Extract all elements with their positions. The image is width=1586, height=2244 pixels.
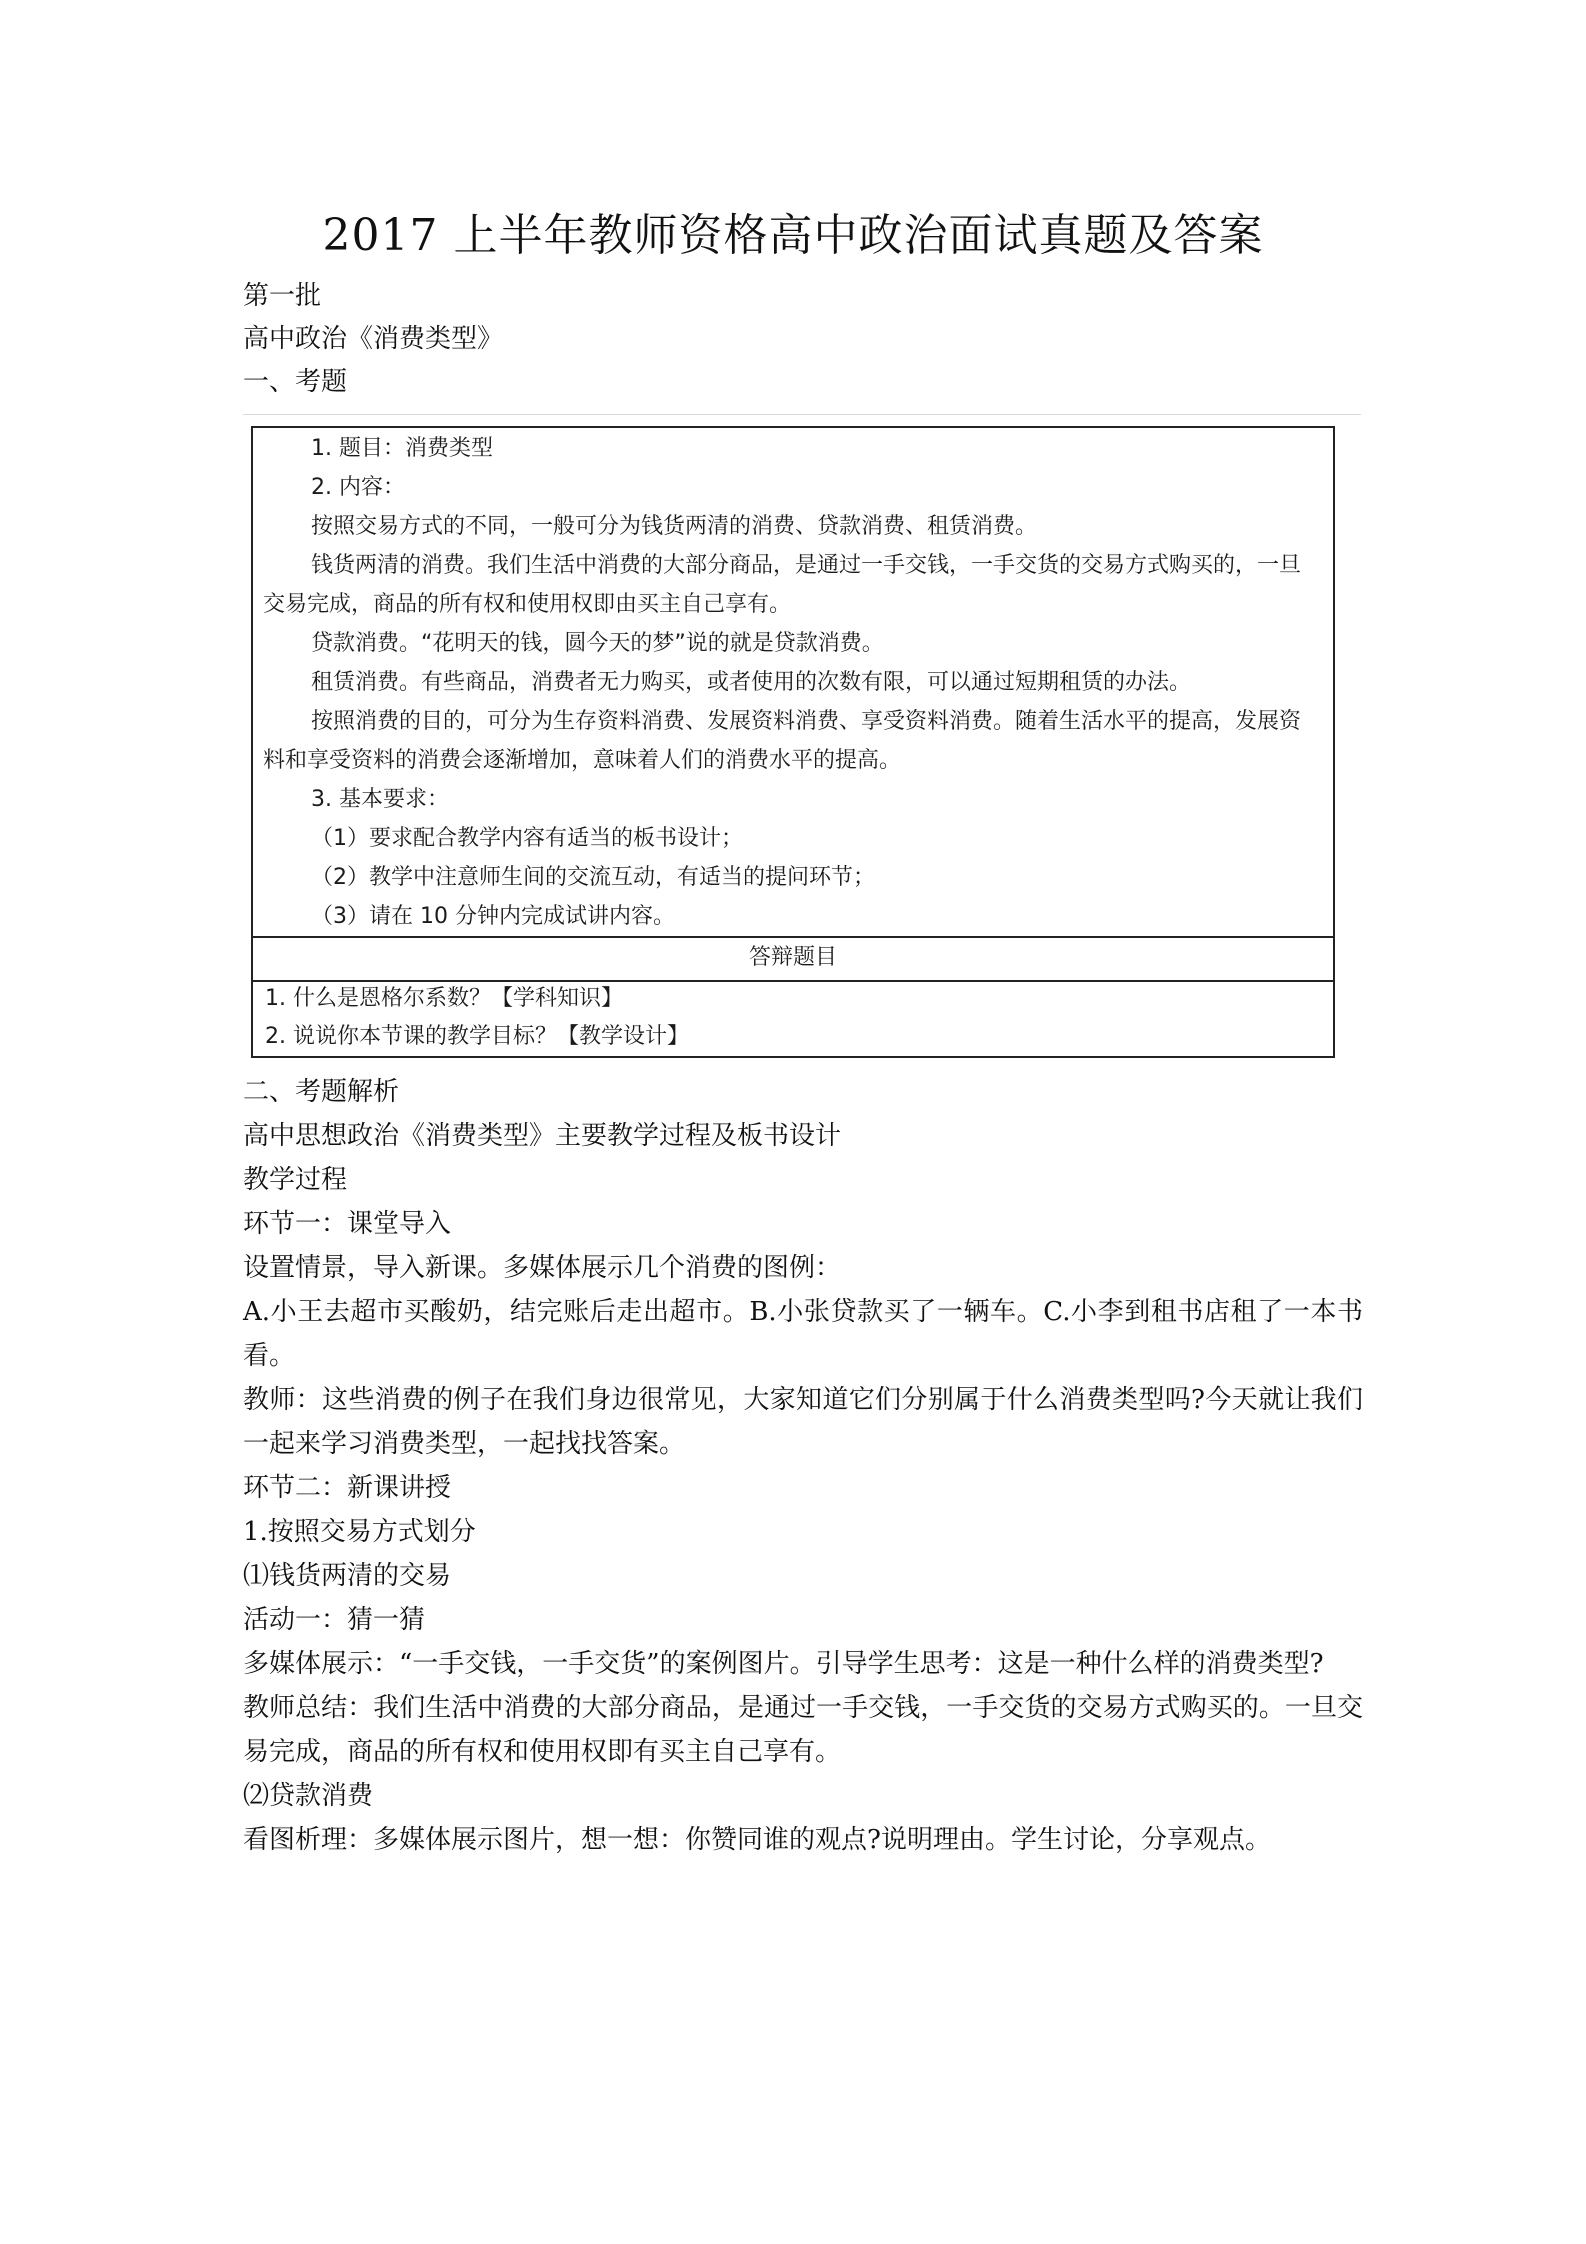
exam-line: （1）要求配合教学内容有适当的板书设计； [311,826,743,851]
exam-question-box [251,426,1335,1058]
subject-label: 高中政治《消费类型》 [243,324,504,354]
section-heading-analysis: 二、考题解析 [243,1077,400,1107]
document-title: 2017 上半年教师资格高中政治面试真题及答案 [322,210,1264,261]
exam-question-content [253,428,1333,936]
divider [243,414,1361,415]
paragraph: 多媒体展示：“一手交钱，一手交货”的案例图片。引导学生思考：这是一种什么样的消费类型? [243,1649,1324,1679]
activity-heading: 活动一：猜一猜 [243,1605,426,1635]
exam-line: 按照消费的目的，可分为生存资料消费、发展资料消费、享受资料消费。随着生活水平的提高，发展资 [311,709,1302,734]
exam-line: （2）教学中注意师生间的交流互动，有适当的提问环节； [311,865,875,890]
answer-question: 1. 什么是恩格尔系数？【学科知识】 [265,986,623,1011]
paragraph: 设置情景，导入新课。多媒体展示几个消费的图例： [243,1253,842,1283]
exam-line: 交易完成，商品的所有权和使用权即由买主自己享有。 [263,592,792,617]
paragraph: 教师总结：我们生活中消费的大部分商品，是通过一手交钱，一手交货的交易方式购买的。一旦交易完成，商品的所有权和使用权即有买主自己享有。 [243,1693,1363,1767]
batch-label: 第一批 [243,281,322,311]
exam-line: 按照交易方式的不同，一般可分为钱货两清的消费、贷款消费、租赁消费。 [311,514,1038,539]
analysis-subtitle: 高中思想政治《消费类型》主要教学过程及板书设计 [243,1121,842,1151]
exam-line: 3. 基本要求： [311,787,449,812]
subsection-heading: 1.按照交易方式划分 [243,1517,476,1547]
step-one-heading: 环节一：课堂导入 [243,1209,452,1239]
exam-line: 1. 题目：消费类型 [311,436,493,461]
teaching-process-heading: 教学过程 [243,1165,348,1195]
paragraph: 教师：这些消费的例子在我们身边很常见，大家知道它们分别属于什么消费类型吗?今天就让我们一起来学习消费类型，一起找找答案。 [243,1385,1363,1459]
exam-line: 钱货两清的消费。我们生活中消费的大部分商品，是通过一手交钱，一手交货的交易方式购买的，一旦 [311,553,1302,578]
paragraph: 看图析理：多媒体展示图片，想一想：你赞同谁的观点?说明理由。学生讨论，分享观点。 [243,1825,1271,1855]
paragraph: A.小王去超市买酸奶，结完账后走出超市。B.小张贷款买了一辆车。C.小李到租书店租了一本书看。 [243,1297,1363,1371]
exam-line: （3）请在 10 分钟内完成试讲内容。 [311,904,675,929]
answer-question: 2. 说说你本节课的教学目标？【教学设计】 [265,1024,689,1049]
exam-line: 2. 内容： [311,475,405,500]
subsection-heading: ⑴钱货两清的交易 [243,1561,452,1591]
exam-line: 料和享受资料的消费会逐渐增加，意味着人们的消费水平的提高。 [263,748,902,773]
exam-line: 贷款消费。“花明天的钱，圆今天的梦”说的就是贷款消费。 [311,631,884,656]
exam-line: 租赁消费。有些商品，消费者无力购买，或者使用的次数有限，可以通过短期租赁的办法。 [311,670,1192,695]
subsection-heading: ⑵贷款消费 [243,1781,374,1811]
answer-questions-header: 答辩题目 [253,936,1333,982]
step-two-heading: 环节二：新课讲授 [243,1473,452,1503]
analysis-body [243,1070,1363,1862]
section-heading-exam: 一、考题 [243,367,348,397]
